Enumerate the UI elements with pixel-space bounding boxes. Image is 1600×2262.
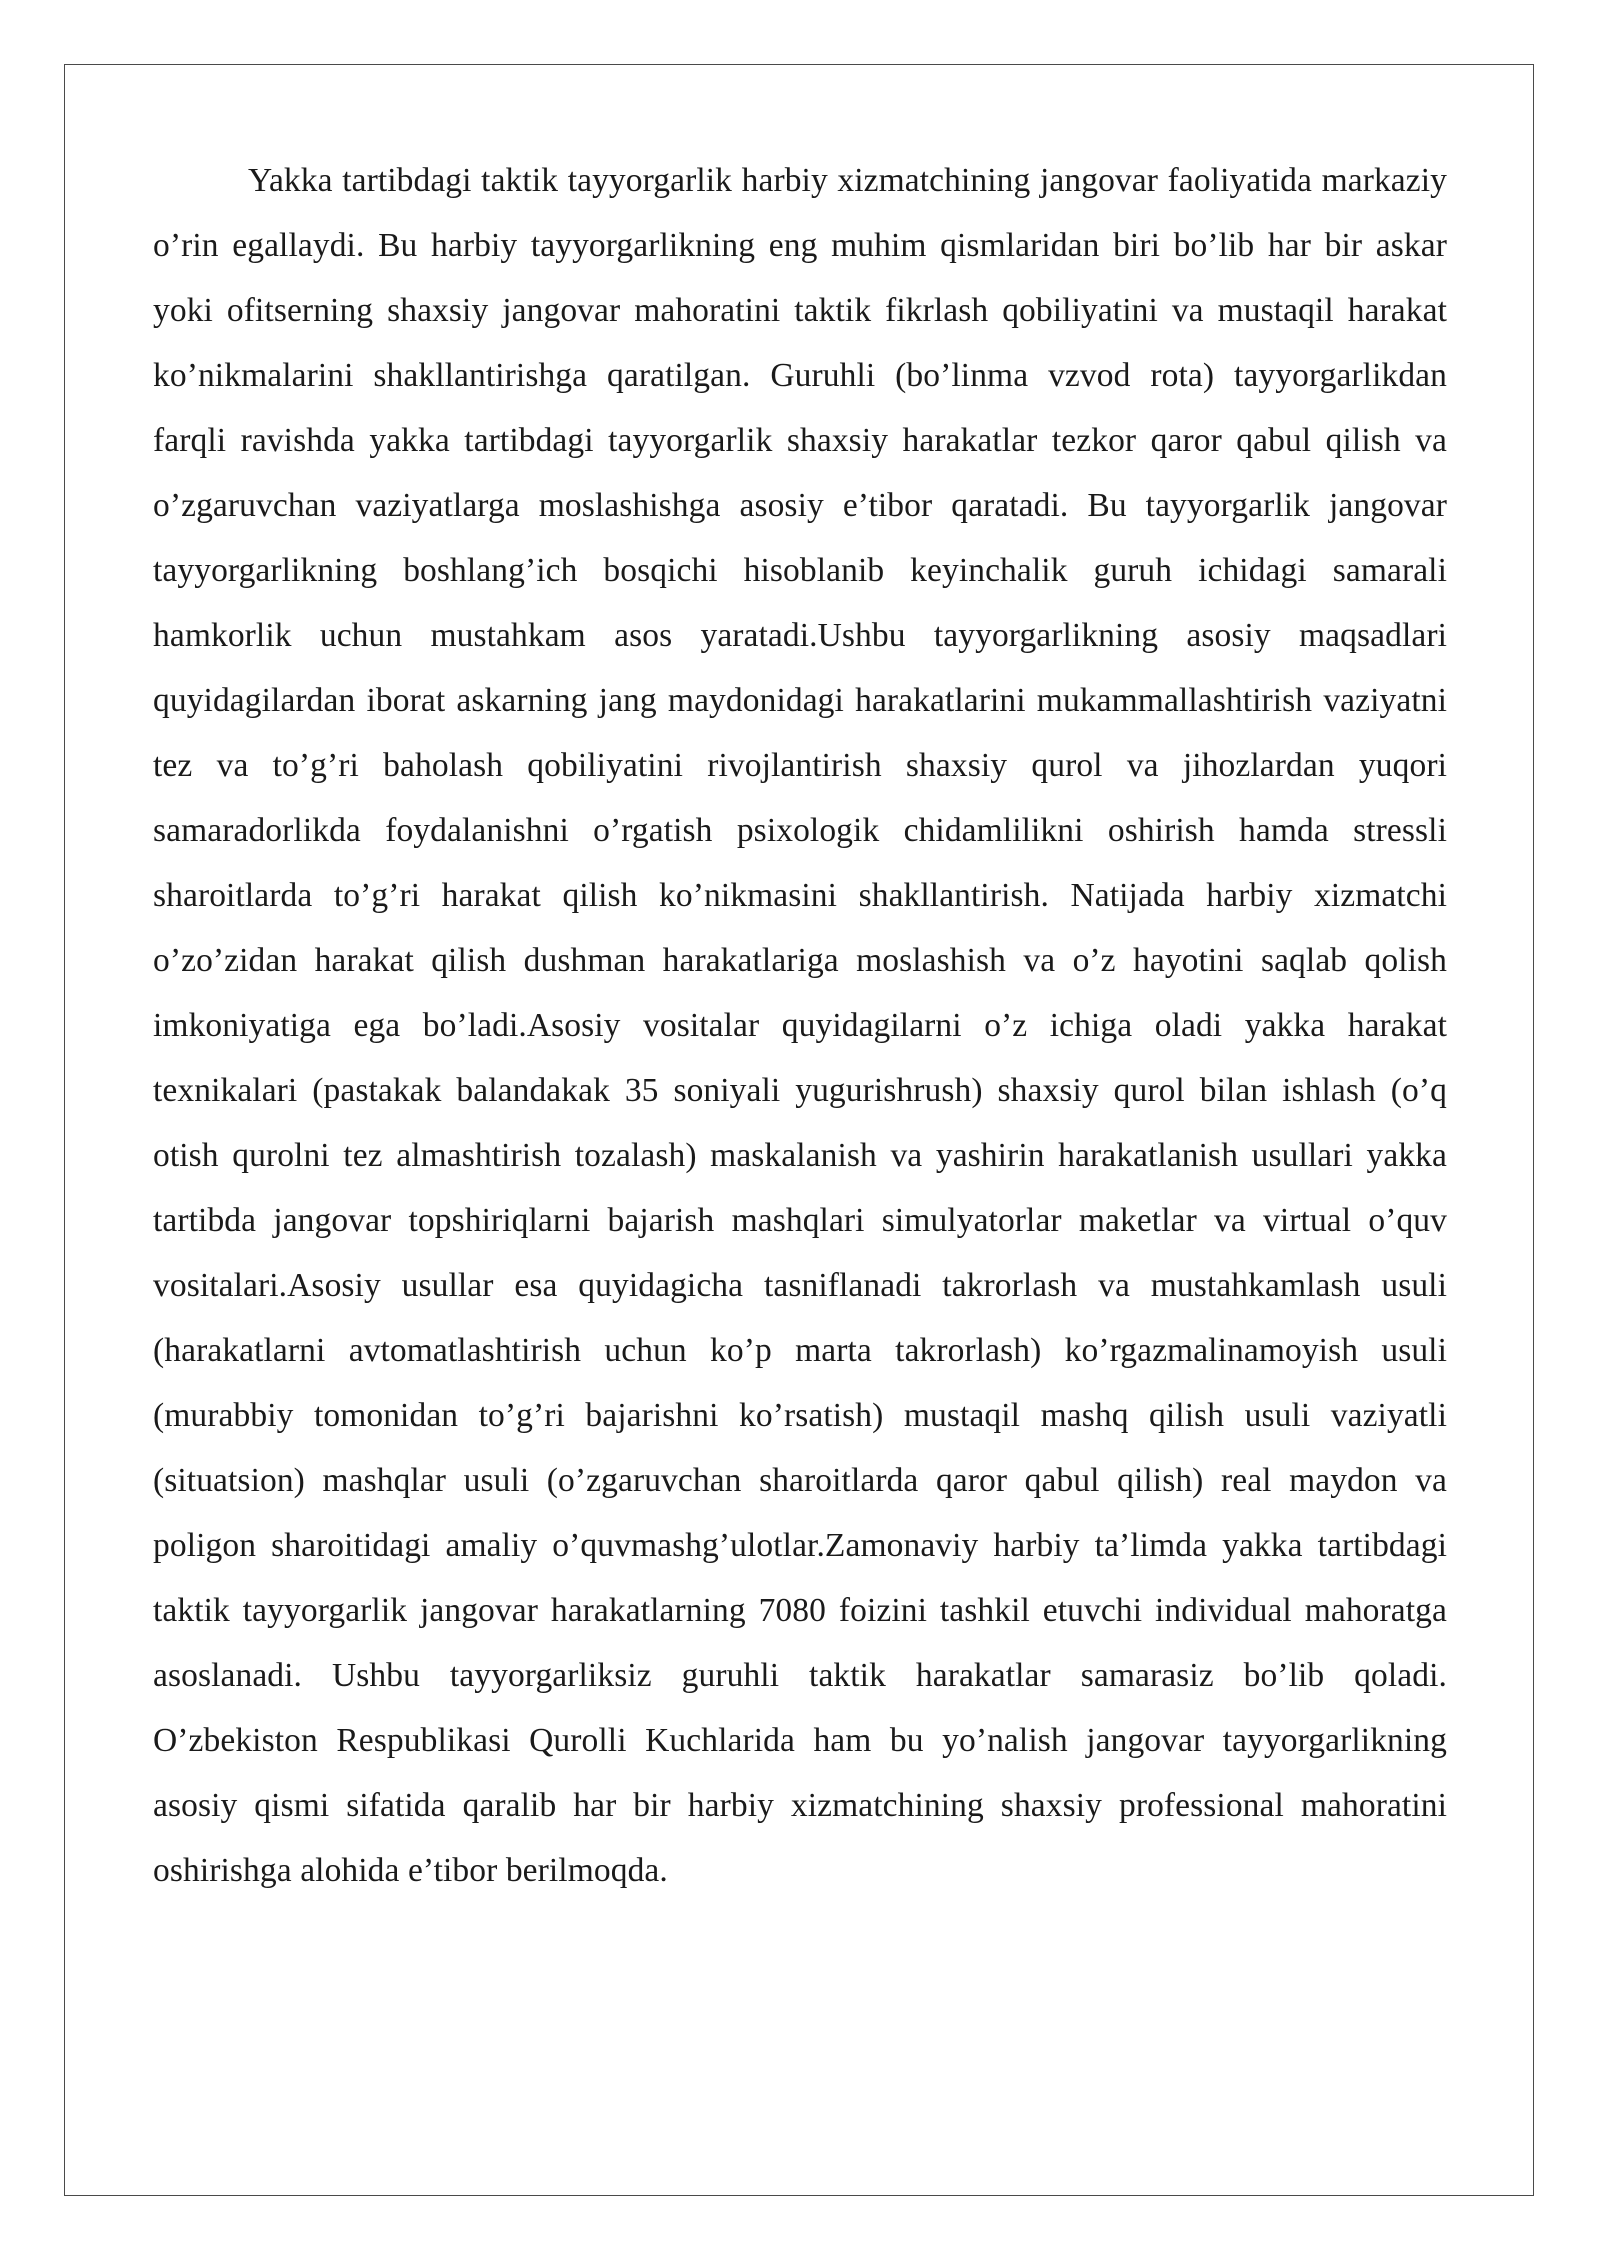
body-paragraph: Yakka tartibdagi taktik tayyorgarlik harbiy xizmatchining jangovar faoliyatida markaziy o’rin egallaydi. Bu harbiy tayyorgarlikning eng muhim qismlaridan biri bo’lib har bir askar yoki ofitserning shaxsiy jangovar mahoratini taktik fikrlash qobiliyatini va mustaqil harakat ko’nikmalarini shakllantirishga qaratilgan. Guruhli (bo’linma vzvod rota) tayyorgarlikdan farqli ravishda yakka tartibdagi tayyorgarlik shaxsiy harakatlar tezkor qaror qabul qilish va o’zgaruvchan vaziyatlarga moslashishga asosiy e’tibor qaratadi. Bu tayyorgarlik jangovar tayyorgarlikning boshlang’ich bosqichi hisoblanib keyinchalik guruh ichidagi samarali hamkorlik uchun mustahkam asos yaratadi.Ushbu tayyorgarlikning asosiy maqsadlari quyidagilardan iborat askarning jang maydonidagi harakatlarini mukammallashtirish vaziyatni tez va to’g’ri baholash qobiliyatini rivojlantirish shaxsiy qurol va jihozlardan yuqori samaradorlikda foydalanishni o’rgatish psixologik chidamlilikni oshirish hamda stressli sharoitlarda to’g’ri harakat qilish ko’nikmasini shakllantirish. Natijada harbiy xizmatchi o’zo’zidan harakat qilish dushman harakatlariga moslashish va o’z hayotini saqlab qolish imkoniyatiga ega bo’ladi.Asosiy vositalar quyidagilarni o’z ichiga oladi yakka harakat texnikalari (pastakak balandakak 35 soniyali yugurishrush) shaxsiy qurol bilan ishlash (o’q otish qurolni tez almashtirish tozalash) maskalanish va yashirin harakatlanish usullari yakka tartibda jangovar topshiriqlarni bajarish mashqlari simulyatorlar maketlar va virtual o’quv vositalari.Asosiy usullar esa quyidagicha tasniflanadi takrorlash va mustahkamlash usuli (harakatlarni avtomatlashtirish uchun ko’p marta takrorlash) ko’rgazmalinamoyish usuli (murabbiy tomonidan to’g’ri bajarishni ko’rsatish) mustaqil mashq qilish usuli vaziyatli (situatsion) mashqlar usuli (o’zgaruvchan sharoitlarda qaror qabul qilish) real maydon va poligon sharoitidagi amaliy o’quvmashg’ulotlar.Zamonaviy harbiy ta’limda yakka tartibdagi taktik tayyorgarlik jangovar harakatlarning 7080 foizini tashkil etuvchi individual mahoratga asoslanadi. Ushbu tayyorgarliksiz guruhli taktik harakatlar samarasiz bo’lib qoladi. O’zbekiston Respublikasi Qurolli Kuchlarida ham bu yo’nalish jangovar tayyorgarlikning asosiy qismi sifatida qaralib har bir harbiy xizmatchining shaxsiy professional mahoratini oshirishga alohida e’tibor berilmoqda.	[153, 162, 1447, 1889]
